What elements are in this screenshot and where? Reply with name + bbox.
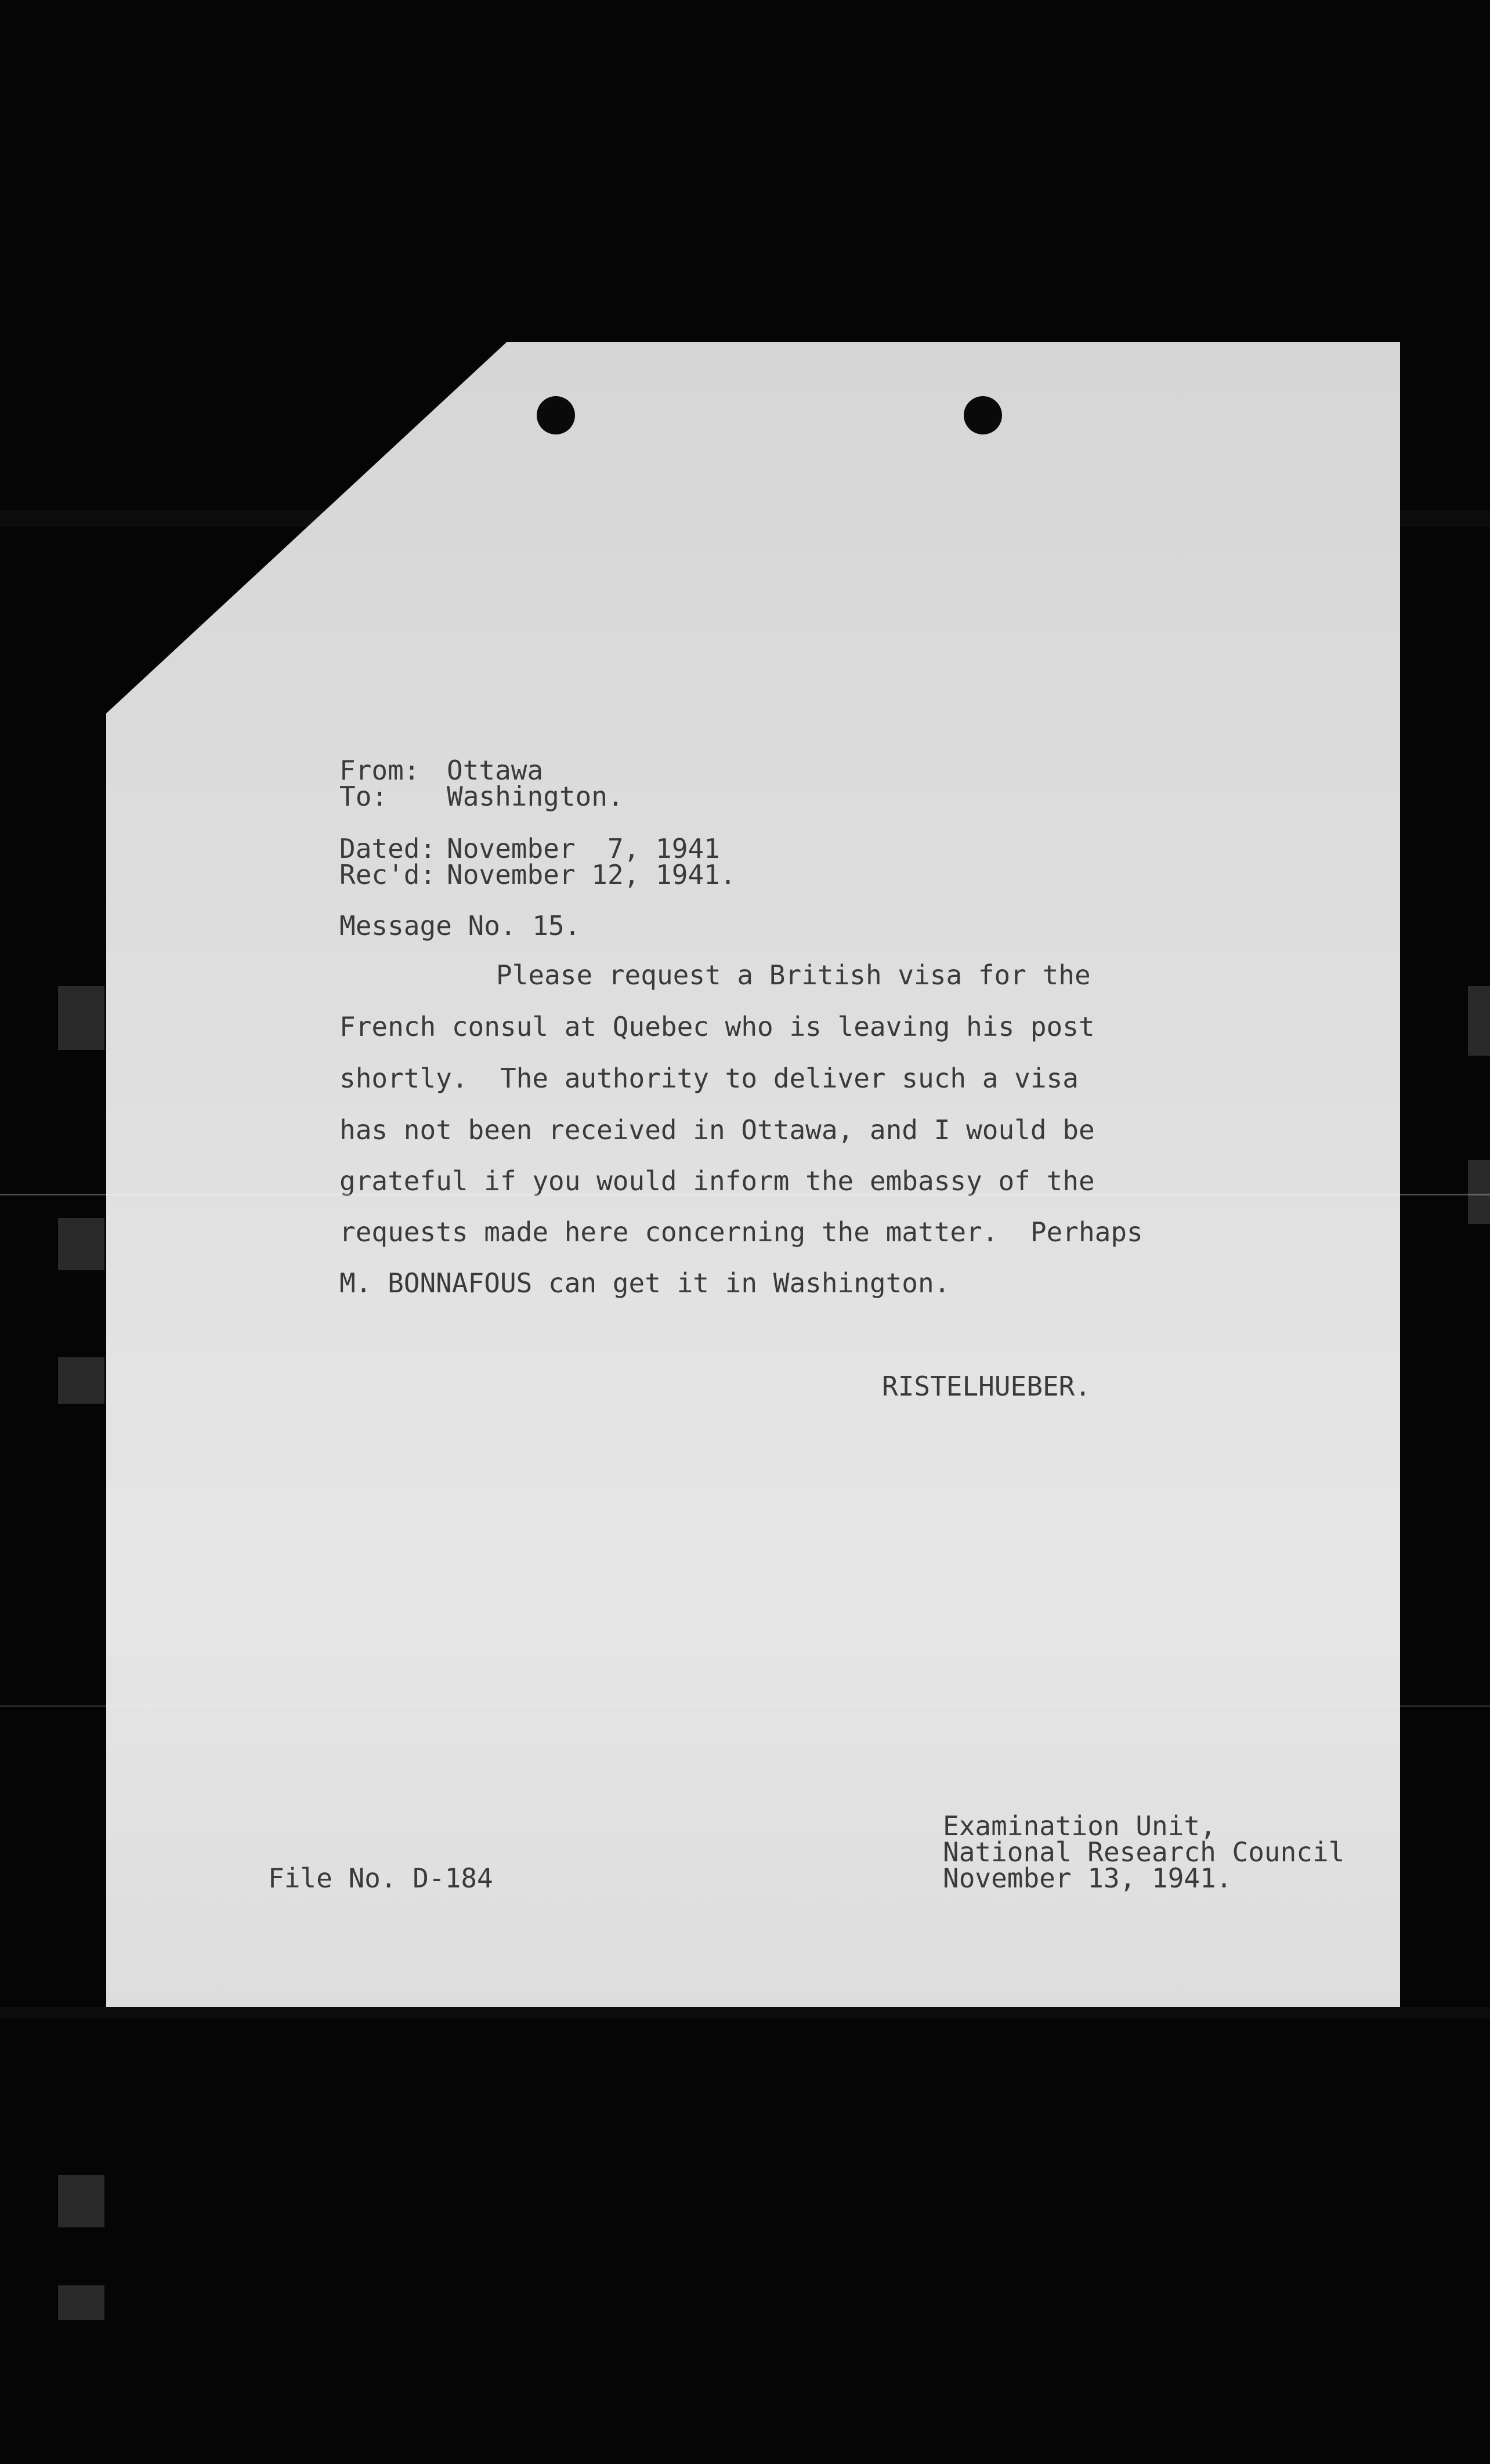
- bleed-through-handwriting: [584, 562, 619, 665]
- file-number: File No. D-184: [268, 1863, 493, 1894]
- film-edge-strip: [1468, 1160, 1490, 1224]
- recd-value: November 12, 1941.: [447, 859, 736, 890]
- body-line: requests made here concerning the matter. Perhaps: [339, 1216, 1143, 1248]
- film-edge-strip: [58, 1357, 104, 1404]
- film-edge-strip: [58, 2175, 104, 2227]
- film-edge-strip: [1468, 986, 1490, 1056]
- to-label: To:: [339, 781, 388, 812]
- footer-line: November 13, 1941.: [943, 1863, 1232, 1894]
- body-line: Please request a British visa for the: [496, 959, 1091, 991]
- footer-line: Examination Unit,: [943, 1810, 1216, 1842]
- body-line: shortly. The authority to deliver such a visa: [339, 1063, 1079, 1094]
- body-line: M. BONNAFOUS can get it in Washington.: [339, 1267, 950, 1299]
- body-line: French consul at Quebec who is leaving his post: [339, 1011, 1095, 1042]
- to-value: Washington.: [447, 781, 624, 812]
- punch-hole-left: [537, 396, 575, 434]
- dated-value: November 7, 1941: [447, 833, 720, 864]
- message-number: Message No. 15.: [339, 910, 581, 941]
- from-label: From:: [339, 755, 420, 786]
- signature: RISTELHUEBER.: [882, 1371, 1091, 1402]
- film-crease: [0, 1194, 1490, 1195]
- footer-line: National Research Council: [943, 1836, 1345, 1868]
- film-band: [0, 2007, 1490, 2019]
- dated-label: Dated:: [339, 833, 436, 864]
- film-edge-strip: [58, 2285, 104, 2320]
- film-crease: [0, 1705, 1490, 1707]
- punch-hole-right: [964, 396, 1002, 434]
- body-line: has not been received in Ottawa, and I would be: [339, 1114, 1095, 1146]
- body-line: grateful if you would inform the embassy of the: [339, 1165, 1095, 1197]
- film-edge-strip: [58, 1218, 104, 1270]
- recd-label: Rec'd:: [339, 859, 436, 890]
- from-value: Ottawa: [447, 755, 544, 786]
- film-edge-strip: [58, 986, 104, 1050]
